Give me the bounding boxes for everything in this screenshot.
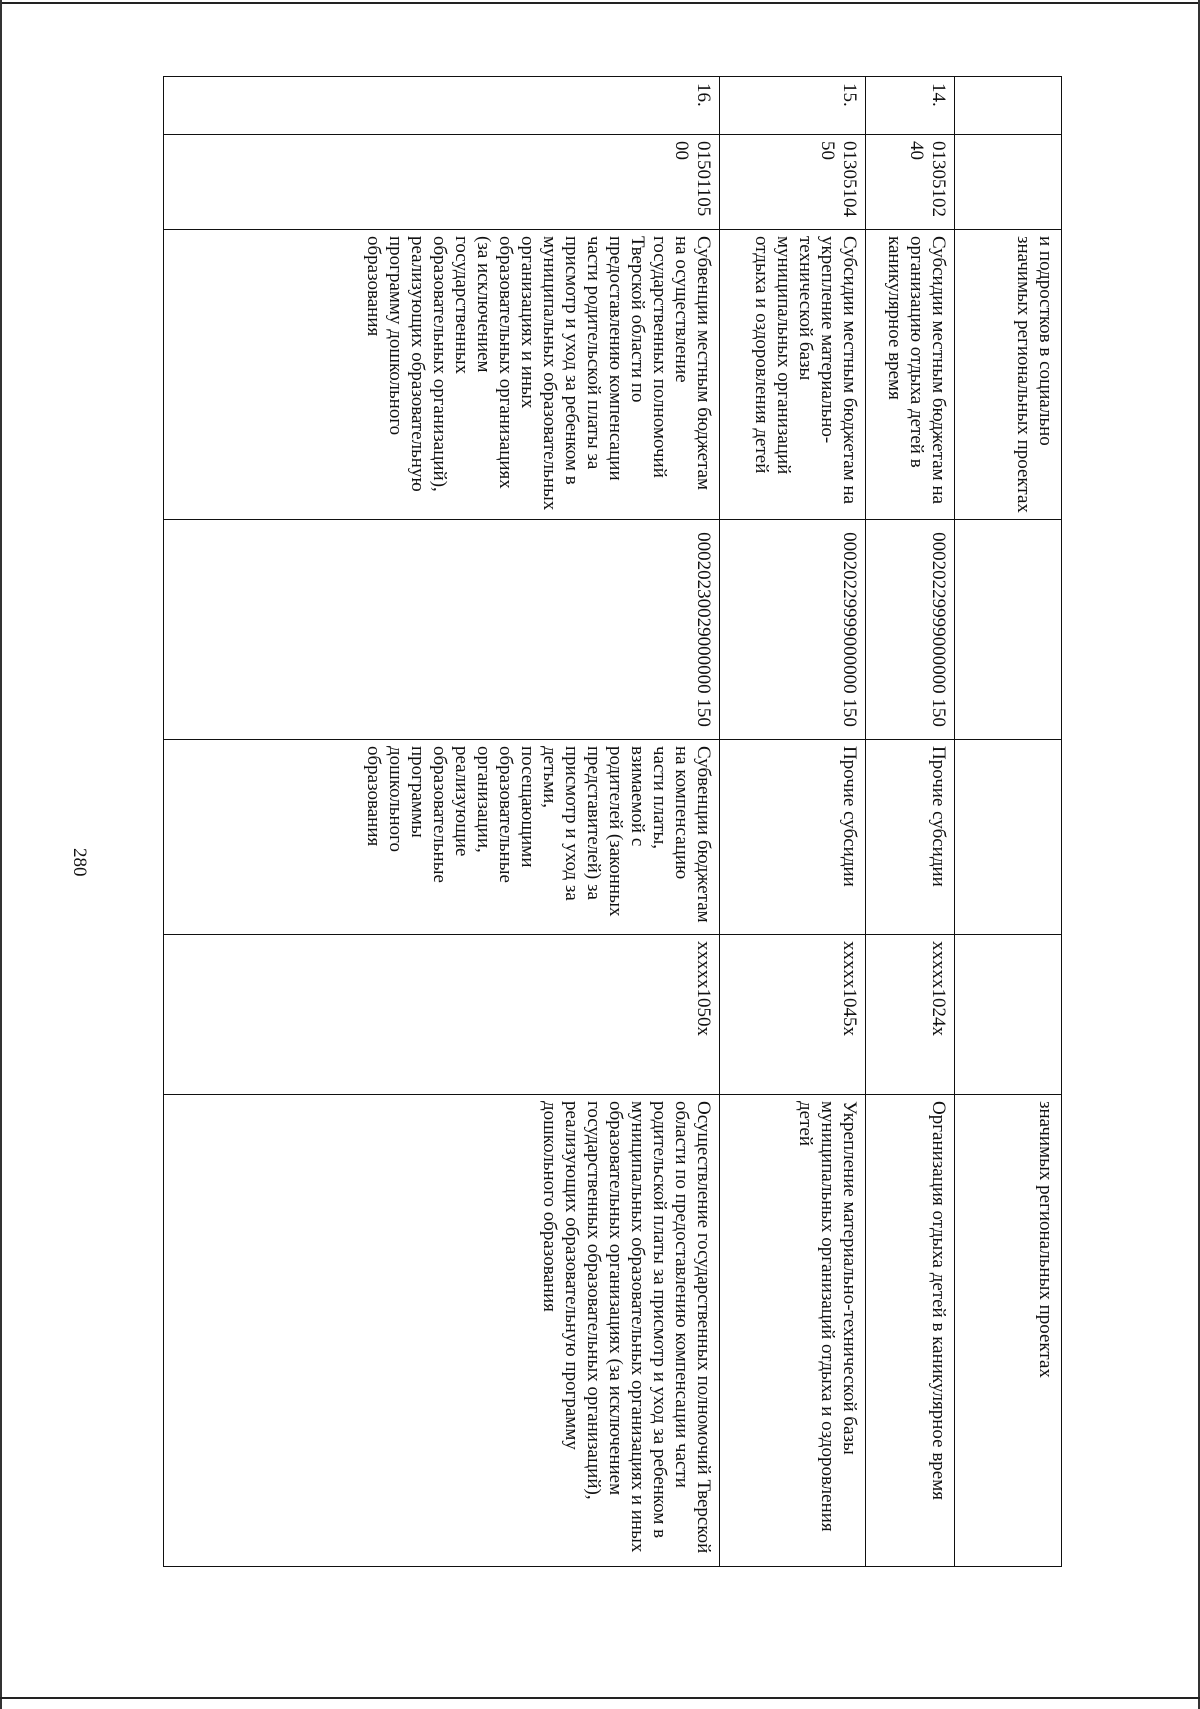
cell-type: Прочие субсидии — [720, 740, 866, 935]
cell-desc: значимых региональных проектах — [955, 1095, 1062, 1567]
table-row-15 — [720, 77, 866, 1567]
cell-num — [955, 77, 1062, 135]
table-row-14 — [866, 77, 955, 1567]
cell-kbk: 00020229999000000 150 — [866, 520, 955, 740]
rotated-table-container — [170, 76, 1062, 1566]
scan-border-top — [0, 2, 1200, 4]
page-number: 280 — [69, 848, 90, 877]
cell-num: 16. — [164, 77, 720, 135]
cell-desc: Укрепление материально-технической базы муниципальных организаций отдыха и оздоровления детей — [720, 1095, 866, 1567]
cell-name: Субсидии местным бюджетам на организацию отдыха детей в каникулярное время — [866, 230, 955, 520]
cell-desc: Организация отдыха детей в каникулярное время — [866, 1095, 955, 1567]
cell-xcode — [955, 935, 1062, 1095]
cell-type: Прочие субсидии — [866, 740, 955, 935]
cell-xcode: xxxxx1050x — [164, 935, 720, 1095]
cell-desc: Осуществление государственных полномочий Тверской области по предоставлению компенсации части родительской платы за присмотр и уход за ребенком в муниципальных образовательных организациях и иных образовательных организациях (за исключением государственных образовательных организаций), реализующих образовательную программу дошкольного образования — [164, 1095, 720, 1567]
cell-kbk: 00020229999000000 150 — [720, 520, 866, 740]
cell-code — [955, 135, 1062, 230]
table-row-continuation — [955, 77, 1062, 1567]
cell-xcode: xxxxx1045x — [720, 935, 866, 1095]
cell-kbk — [955, 520, 1062, 740]
cell-code: 0130510240 — [866, 135, 955, 230]
budget-table — [163, 76, 1062, 1567]
table-row-16 — [164, 77, 720, 1567]
cell-num: 14. — [866, 77, 955, 135]
cell-xcode: xxxxx1024x — [866, 935, 955, 1095]
scan-border-bottom — [0, 1697, 1200, 1699]
cell-code: 0130510450 — [720, 135, 866, 230]
cell-name: и подростков в социально значимых региональных проектах — [955, 230, 1062, 520]
cell-type: Субвенции бюджетам на компенсацию части платы, взимаемой с родителей (законных представителей) за присмотр и уход за детьми, посещающими образовательные организации, реализующие образовательные программы дошкольного образования — [164, 740, 720, 935]
cell-type — [955, 740, 1062, 935]
cell-kbk: 00020230029000000 150 — [164, 520, 720, 740]
cell-name: Субвенции местным бюджетам на осуществление государственных полномочий Тверской области по предоставлению компенсации части родительской платы за присмотр и уход за ребенком в муниципальных образовательных организациях и иных образовательных организациях (за исключением государственных образовательных организаций), реализующих образовательную программу дошкольного образования — [164, 230, 720, 520]
cell-name: Субсидии местным бюджетам на укрепление материально-технической базы муниципальных организаций отдыха и оздоровления детей — [720, 230, 866, 520]
scan-border-left — [0, 0, 2, 1709]
cell-num: 15. — [720, 77, 866, 135]
cell-code: 0150110500 — [164, 135, 720, 230]
